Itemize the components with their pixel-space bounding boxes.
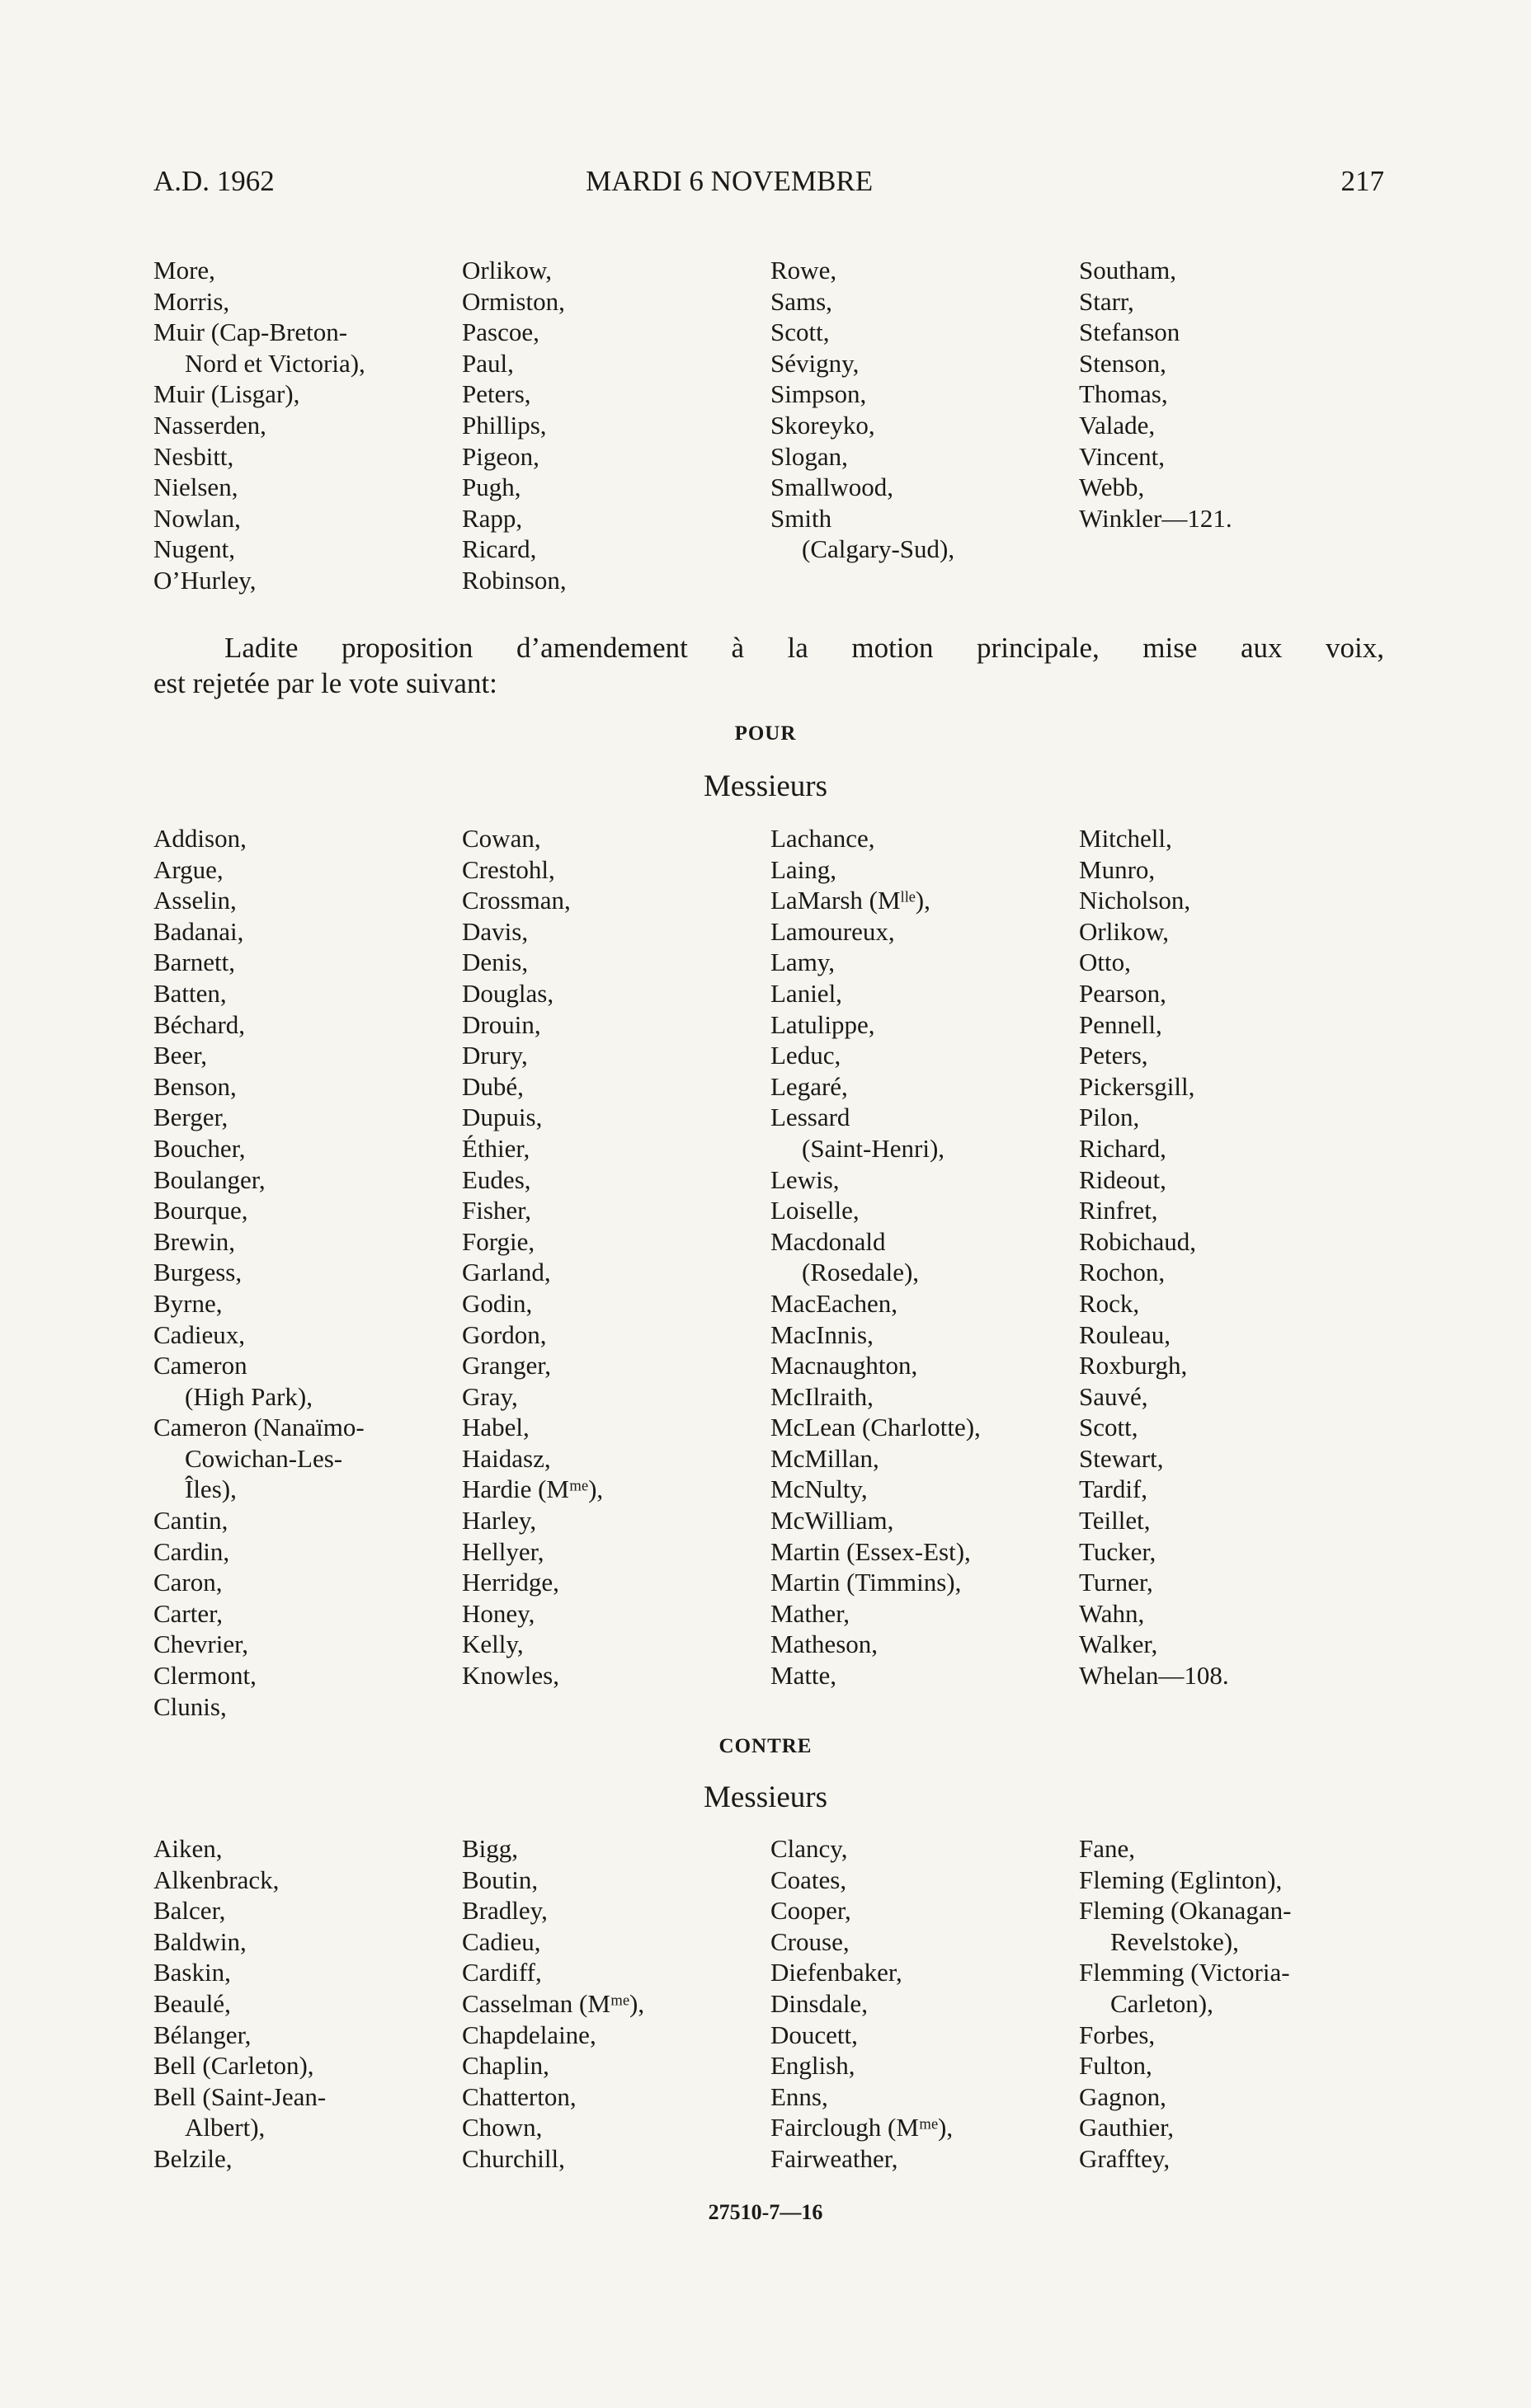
member-name: Coates, xyxy=(770,1865,847,1894)
member-name: (Calgary-Sud), xyxy=(802,534,955,564)
name-column xyxy=(153,1833,326,2175)
member-name: Walker, xyxy=(1079,1630,1158,1659)
member-name: Bourque, xyxy=(153,1196,248,1225)
footer-code: 27510-7—16 xyxy=(708,2200,823,2224)
member-name: Boutin, xyxy=(462,1865,539,1894)
member-name: Cadieux, xyxy=(153,1319,246,1349)
member-name: (High Park), xyxy=(185,1381,313,1411)
member-name: Peters, xyxy=(462,379,531,409)
member-name: Teillet, xyxy=(1079,1506,1151,1536)
member-name: Nord et Victoria), xyxy=(185,348,365,378)
header-date: MARDI 6 NOVEMBRE xyxy=(586,165,874,197)
member-name: Richard, xyxy=(1079,1133,1166,1163)
member-name: Enns, xyxy=(770,2081,828,2111)
member-name: Pilon, xyxy=(1079,1103,1140,1132)
member-name: Smallwood, xyxy=(770,473,893,502)
member-name: Legaré, xyxy=(770,1071,848,1101)
member-name: Gauthier, xyxy=(1079,2113,1174,2142)
member-name: Grafftey, xyxy=(1079,2143,1171,2173)
member-name: Badanai, xyxy=(153,916,244,946)
member-name: Cardin, xyxy=(153,1536,230,1566)
member-name: Bradley, xyxy=(462,1896,548,1926)
member-name: Paul, xyxy=(462,348,514,378)
member-name: Orlikow, xyxy=(462,256,553,285)
member-name: Gordon, xyxy=(462,1319,547,1349)
member-name: Loiselle, xyxy=(770,1196,860,1225)
member-name: More, xyxy=(153,256,215,285)
member-name: Fleming (Okanagan- xyxy=(1079,1896,1292,1926)
member-name: Garland, xyxy=(462,1258,551,1287)
member-name: Nielsen, xyxy=(153,473,238,502)
member-name: Pascoe, xyxy=(462,317,539,347)
member-name: Clermont, xyxy=(153,1661,257,1691)
vote-paragraph xyxy=(153,630,1384,701)
member-name: Rapp, xyxy=(462,503,523,533)
member-name: Sams, xyxy=(770,286,832,316)
member-name: Chaplin, xyxy=(462,2051,549,2081)
member-name: Îles), xyxy=(185,1474,237,1504)
member-name: Pennell, xyxy=(1079,1009,1162,1039)
member-name: Roxburgh, xyxy=(1079,1351,1188,1380)
member-name: Berger, xyxy=(153,1103,228,1132)
member-name: Muir (Lisgar), xyxy=(153,379,300,409)
member-name: Gray, xyxy=(462,1381,518,1411)
member-name: Winkler—121. xyxy=(1079,503,1232,533)
member-name: Pearson, xyxy=(1079,978,1166,1008)
name-column xyxy=(1079,1833,1291,2175)
member-name: Cowan, xyxy=(462,824,541,853)
member-name: Macdonald xyxy=(770,1226,886,1256)
member-name: Bigg, xyxy=(462,1834,519,1863)
member-name: English, xyxy=(770,2051,855,2081)
contre-subheading: Messieurs xyxy=(703,1780,828,1814)
name-column xyxy=(770,823,981,1691)
member-name: Tardif, xyxy=(1079,1474,1148,1504)
member-name: Nesbitt, xyxy=(153,441,234,471)
member-name: Martin (Timmins), xyxy=(770,1568,962,1597)
member-name: Muir (Cap-Breton- xyxy=(153,317,348,347)
member-name: Haidasz, xyxy=(462,1443,551,1473)
member-name: Belzile, xyxy=(153,2143,233,2173)
member-name: Starr, xyxy=(1079,286,1134,316)
name-column xyxy=(153,255,365,596)
member-name: Dubé, xyxy=(462,1071,524,1101)
member-name: Scott, xyxy=(770,317,830,347)
member-name: Chown, xyxy=(462,2113,543,2142)
member-name: Fisher, xyxy=(462,1196,532,1225)
member-name: Laniel, xyxy=(770,978,842,1008)
name-column xyxy=(1079,823,1229,1691)
member-name: Lachance, xyxy=(770,824,875,853)
member-name: Honey, xyxy=(462,1598,535,1628)
member-name: Rowe, xyxy=(770,256,837,285)
member-name: Munro, xyxy=(1079,854,1156,884)
member-name: MacEachen, xyxy=(770,1288,898,1318)
member-name: Bélanger, xyxy=(153,2020,252,2049)
member-name: Flemming (Victoria- xyxy=(1079,1958,1290,1987)
member-name: Stefanson xyxy=(1079,317,1180,347)
member-name: Chapdelaine, xyxy=(462,2020,596,2049)
member-name: (Saint-Henri), xyxy=(802,1133,945,1163)
name-column xyxy=(1079,255,1232,534)
member-name: Baldwin, xyxy=(153,1926,247,1956)
member-name: Casselman (Mᵐᵉ), xyxy=(462,1988,645,2018)
member-name: Lamy, xyxy=(770,948,836,977)
member-name: Albert), xyxy=(185,2113,266,2142)
member-name: Churchill, xyxy=(462,2143,565,2173)
name-column xyxy=(770,255,954,565)
member-name: Drury, xyxy=(462,1041,528,1070)
paragraph-line: est rejetée par le vote suivant: xyxy=(153,667,497,699)
member-name: O’Hurley, xyxy=(153,565,257,595)
member-name: Laing, xyxy=(770,854,837,884)
member-name: Otto, xyxy=(1079,948,1131,977)
member-name: Mather, xyxy=(770,1598,850,1628)
member-name: Hellyer, xyxy=(462,1536,544,1566)
member-name: Lessard xyxy=(770,1103,850,1132)
member-name: Turner, xyxy=(1079,1568,1153,1597)
member-name: Rideout, xyxy=(1079,1164,1166,1194)
header-year: A.D. 1962 xyxy=(153,165,275,197)
member-name: Crossman, xyxy=(462,886,571,915)
member-name: Sévigny, xyxy=(770,348,860,378)
member-name: Matte, xyxy=(770,1661,837,1691)
member-name: Tucker, xyxy=(1079,1536,1156,1566)
member-name: Smith xyxy=(770,503,832,533)
member-name: Dupuis, xyxy=(462,1103,543,1132)
pour-subheading: Messieurs xyxy=(703,769,828,803)
member-name: McNulty, xyxy=(770,1474,868,1504)
member-name: Lewis, xyxy=(770,1164,840,1194)
member-name: Éthier, xyxy=(462,1133,530,1163)
member-name: Fairclough (Mᵐᵉ), xyxy=(770,2113,954,2142)
member-name: Alkenbrack, xyxy=(153,1865,280,1894)
member-name: Eudes, xyxy=(462,1164,531,1194)
member-name: Fulton, xyxy=(1079,2051,1152,2081)
member-name: Pickersgill, xyxy=(1079,1071,1195,1101)
pour-heading: POUR xyxy=(734,722,797,745)
name-column xyxy=(462,823,603,1691)
member-name: Robichaud, xyxy=(1079,1226,1197,1256)
member-name: Batten, xyxy=(153,978,227,1008)
member-name: Clancy, xyxy=(770,1834,848,1863)
page-header xyxy=(153,165,1384,206)
member-name: Nowlan, xyxy=(153,503,241,533)
member-name: Phillips, xyxy=(462,410,547,440)
member-name: Cantin, xyxy=(153,1506,228,1536)
page-number: 217 xyxy=(1340,165,1384,197)
member-name: Balcer, xyxy=(153,1896,226,1926)
member-name: Fane, xyxy=(1079,1834,1136,1863)
member-name: Béchard, xyxy=(153,1009,246,1039)
member-name: Sauvé, xyxy=(1079,1381,1148,1411)
name-column xyxy=(153,823,365,1722)
member-name: Thomas, xyxy=(1079,379,1168,409)
member-name: Nasserden, xyxy=(153,410,266,440)
member-name: (Rosedale), xyxy=(802,1258,920,1287)
member-name: Cooper, xyxy=(770,1896,851,1926)
member-name: Godin, xyxy=(462,1288,533,1318)
member-name: Drouin, xyxy=(462,1009,541,1039)
member-name: Herridge, xyxy=(462,1568,559,1597)
member-name: Beaulé, xyxy=(153,1988,231,2018)
member-name: Robinson, xyxy=(462,565,567,595)
member-name: Diefenbaker, xyxy=(770,1958,902,1987)
member-name: Caron, xyxy=(153,1568,223,1597)
name-column xyxy=(462,255,567,596)
member-name: Knowles, xyxy=(462,1661,559,1691)
member-name: LaMarsh (Mˡˡᵉ), xyxy=(770,886,930,915)
member-name: Orlikow, xyxy=(1079,916,1170,946)
member-name: Leduc, xyxy=(770,1041,841,1070)
member-name: Whelan—108. xyxy=(1079,1661,1229,1691)
member-name: Scott, xyxy=(1079,1413,1138,1442)
member-name: Peters, xyxy=(1079,1041,1148,1070)
member-name: Addison, xyxy=(153,824,247,853)
member-name: Douglas, xyxy=(462,978,554,1008)
member-name: Cameron (Nanaïmo- xyxy=(153,1413,365,1442)
member-name: Baskin, xyxy=(153,1958,231,1987)
member-name: Habel, xyxy=(462,1413,530,1442)
member-name: Revelstoke), xyxy=(1110,1926,1239,1956)
member-name: Denis, xyxy=(462,948,529,977)
member-name: Skoreyko, xyxy=(770,410,875,440)
member-name: Valade, xyxy=(1079,410,1156,440)
member-name: Cameron xyxy=(153,1351,247,1380)
member-name: Ricard, xyxy=(462,534,537,564)
member-name: Matheson, xyxy=(770,1630,879,1659)
member-name: Barnett, xyxy=(153,948,235,977)
member-name: Brewin, xyxy=(153,1226,236,1256)
member-name: Asselin, xyxy=(153,886,237,915)
member-name: Stewart, xyxy=(1079,1443,1164,1473)
member-name: Gagnon, xyxy=(1079,2081,1166,2111)
member-name: Bell (Carleton), xyxy=(153,2051,314,2081)
member-name: Forbes, xyxy=(1079,2020,1156,2049)
member-name: Latulippe, xyxy=(770,1009,875,1039)
member-name: MacInnis, xyxy=(770,1319,874,1349)
member-name: Bell (Saint-Jean- xyxy=(153,2081,327,2111)
member-name: Vincent, xyxy=(1079,441,1166,471)
member-name: Nugent, xyxy=(153,534,236,564)
member-name: Rinfret, xyxy=(1079,1196,1158,1225)
member-name: Cowichan-Les- xyxy=(185,1443,343,1473)
member-name: Wahn, xyxy=(1079,1598,1145,1628)
contre-heading: CONTRE xyxy=(718,1735,813,1757)
member-name: McWilliam, xyxy=(770,1506,894,1536)
member-name: Simpson, xyxy=(770,379,867,409)
member-name: Rock, xyxy=(1079,1288,1140,1318)
member-name: Boulanger, xyxy=(153,1164,266,1194)
member-name: Argue, xyxy=(153,854,224,884)
member-name: Crestohl, xyxy=(462,854,555,884)
member-name: Clunis, xyxy=(153,1691,227,1721)
member-name: Carter, xyxy=(153,1598,223,1628)
member-name: McMillan, xyxy=(770,1443,879,1473)
member-name: Aiken, xyxy=(153,1834,223,1863)
member-name: Rochon, xyxy=(1079,1258,1166,1287)
name-column xyxy=(462,1833,644,2175)
member-name: Carleton), xyxy=(1110,1988,1213,2018)
member-name: Beer, xyxy=(153,1041,208,1070)
member-name: Kelly, xyxy=(462,1630,524,1659)
member-name: Lamoureux, xyxy=(770,916,895,946)
paragraph-line: Ladite proposition d’amendement à la motion principale, mise aux voix, xyxy=(224,632,1384,664)
member-name: Boucher, xyxy=(153,1133,246,1163)
member-name: Morris, xyxy=(153,286,230,316)
member-name: Webb, xyxy=(1079,473,1145,502)
member-name: Davis, xyxy=(462,916,529,946)
member-name: Hardie (Mᵐᵉ), xyxy=(462,1474,604,1504)
member-name: McLean (Charlotte), xyxy=(770,1413,981,1442)
member-name: Rouleau, xyxy=(1079,1319,1171,1349)
member-name: McIlraith, xyxy=(770,1381,874,1411)
member-name: Fairweather, xyxy=(770,2143,898,2173)
member-name: Forgie, xyxy=(462,1226,535,1256)
member-name: Pugh, xyxy=(462,473,521,502)
member-name: Chatterton, xyxy=(462,2081,577,2111)
member-name: Mitchell, xyxy=(1079,824,1172,853)
member-name: Fleming (Eglinton), xyxy=(1079,1865,1283,1894)
name-column xyxy=(770,1833,953,2175)
member-name: Nicholson, xyxy=(1079,886,1191,915)
member-name: Granger, xyxy=(462,1351,552,1380)
member-name: Harley, xyxy=(462,1506,537,1536)
member-name: Crouse, xyxy=(770,1926,850,1956)
member-name: Martin (Essex-Est), xyxy=(770,1536,971,1566)
member-name: Slogan, xyxy=(770,441,848,471)
member-name: Cardiff, xyxy=(462,1958,542,1987)
member-name: Macnaughton, xyxy=(770,1351,918,1380)
member-name: Dinsdale, xyxy=(770,1988,868,2018)
member-name: Burgess, xyxy=(153,1258,243,1287)
member-name: Chevrier, xyxy=(153,1630,248,1659)
member-name: Stenson, xyxy=(1079,348,1166,378)
member-name: Southam, xyxy=(1079,256,1176,285)
member-name: Doucett, xyxy=(770,2020,858,2049)
member-name: Cadieu, xyxy=(462,1926,541,1956)
member-name: Benson, xyxy=(153,1071,237,1101)
member-name: Ormiston, xyxy=(462,286,565,316)
member-name: Byrne, xyxy=(153,1288,223,1318)
member-name: Pigeon, xyxy=(462,441,539,471)
